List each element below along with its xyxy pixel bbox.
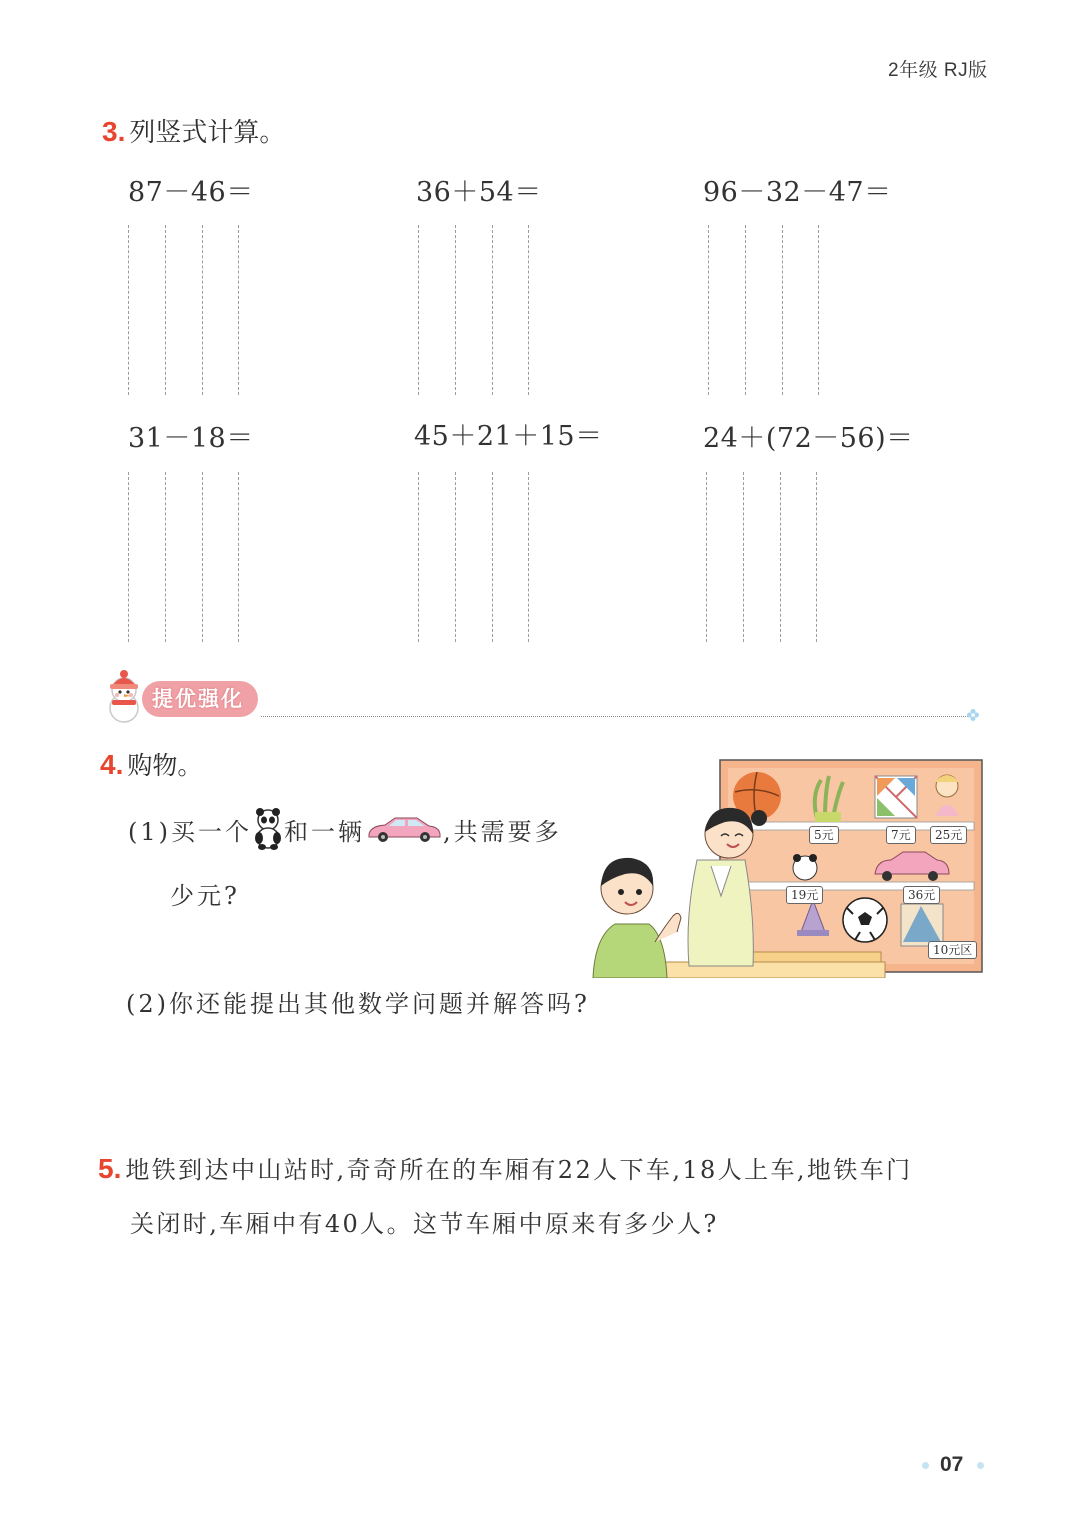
question-5-heading (98, 1150, 913, 1185)
page-number: 07 (940, 1453, 964, 1476)
vertical-calc-grid (418, 472, 530, 642)
part-1-text: 和一辆 (284, 817, 365, 846)
price-tag: 25元 (930, 826, 967, 844)
question-4-heading (100, 746, 202, 782)
zone-label: 10元区 (928, 941, 977, 959)
price-tag: 5元 (809, 826, 839, 844)
problem-5: 45＋21＋15＝ (414, 421, 603, 452)
question-number: 3. (102, 116, 126, 147)
grade-edition-label (888, 55, 988, 82)
vertical-calc-grid (128, 472, 240, 642)
question-4-part-2: (2)你还能提出其他数学问题并解答吗? (126, 990, 590, 1018)
problem-1: 87－46＝ (128, 177, 254, 208)
problem-2: 36＋54＝ (416, 177, 542, 208)
edition-label: RJ版 (943, 60, 988, 81)
flower-icon (966, 708, 980, 722)
vertical-calc-grid (706, 472, 818, 642)
question-3-heading (102, 112, 285, 149)
shop-illustration (585, 756, 985, 978)
problem-6: 24＋(72－56)＝ (703, 423, 914, 454)
page-dot-left (922, 1462, 929, 1469)
toy-car-icon (365, 814, 443, 844)
question-title: 购物。 (127, 751, 203, 780)
question-number: 5. (98, 1153, 122, 1184)
panda-toy-icon (252, 808, 284, 850)
part-1-text: (1)买一个 (128, 817, 252, 846)
page-dot-right (977, 1462, 984, 1469)
question-title: 列竖式计算。 (129, 118, 286, 148)
question-number: 4. (100, 749, 124, 780)
part-1-text: ,共需要多 (443, 817, 562, 846)
question-4-part-1-cont: 少元? (170, 882, 240, 910)
section-banner (96, 668, 980, 724)
question-5-text-line-1: 地铁到达中山站时,奇奇所在的车厢有22人下车,18人上车,地铁车门 (125, 1156, 913, 1184)
price-tag: 19元 (786, 886, 823, 904)
vertical-calc-grid (128, 225, 240, 395)
grade-label: 2年级 (888, 60, 939, 81)
problem-3: 96－32－47＝ (703, 177, 892, 208)
question-5-text-line-2: 关闭时,车厢中有40人。这节车厢中原来有多少人? (130, 1210, 719, 1238)
price-tag: 7元 (886, 826, 916, 844)
price-tag: 36元 (903, 886, 940, 904)
vertical-calc-grid (708, 225, 820, 395)
question-4-part-1 (128, 808, 562, 850)
problem-4: 31－18＝ (128, 423, 254, 454)
section-divider (261, 716, 968, 717)
section-title: 提优强化 (142, 681, 258, 717)
vertical-calc-grid (418, 225, 530, 395)
